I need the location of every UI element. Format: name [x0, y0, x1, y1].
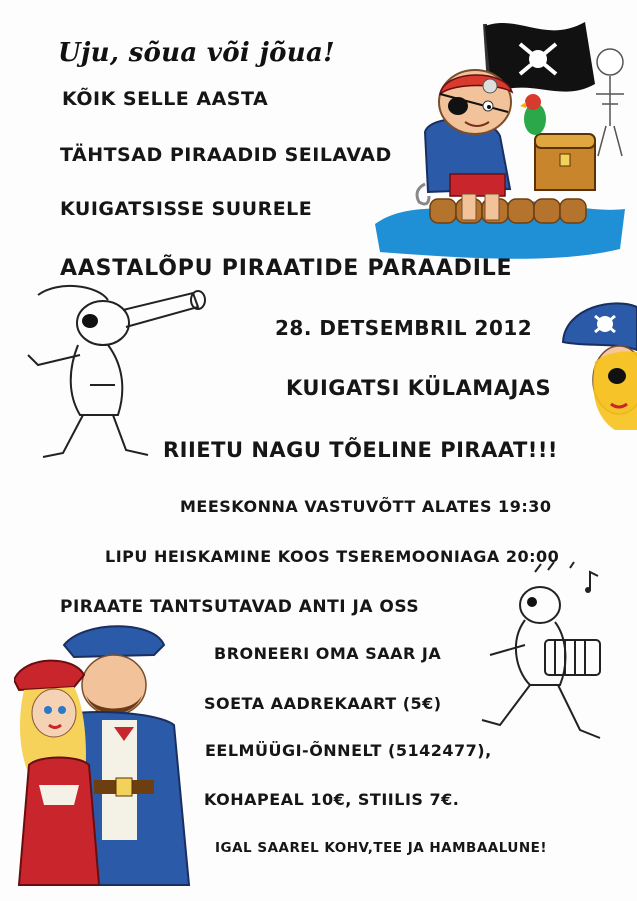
intro-line-1: KÕIK SELLE AASTA	[62, 88, 269, 110]
poster-title: Uju, sõua või jõua!	[58, 38, 335, 68]
music-info: PIRAATE TANTSUTAVAD ANTI JA OSS	[60, 597, 420, 617]
event-venue: KUIGATSI KÜLAMAJAS	[286, 376, 552, 400]
intro-line-3: KUIGATSISSE SUURELE	[60, 198, 313, 220]
event-date: 28. DETSEMBRIL 2012	[275, 316, 533, 340]
ticket-prices: KOHAPEAL 10€, STIILIS 7€.	[204, 790, 460, 809]
booking-line-2: SOETA AADREKAART (5€)	[204, 694, 442, 713]
intro-line-2: TÄHTSAD PIRAADID SEILAVAD	[60, 144, 392, 166]
dress-code: RIIETU NAGU TÕELINE PIRAAT!!!	[163, 438, 559, 462]
girl-pirate-illustration	[555, 292, 637, 432]
footer-note: IGAL SAAREL KOHV,TEE JA HAMBAALUNE!	[215, 840, 548, 856]
flag-ceremony-time: LIPU HEISKAMINE KOOS TSEREMOONIAGA 20:00	[105, 547, 560, 566]
booking-line-1: BRONEERI OMA SAAR JA	[214, 644, 442, 663]
booking-line-3: EELMÜÜGI-ÕNNELT (5142477),	[205, 741, 492, 760]
reception-time: MEESKONNA VASTUVÕTT ALATES 19:30	[180, 497, 552, 516]
pirate-couple-illustration	[14, 615, 199, 890]
pirate-raft-illustration	[370, 14, 632, 264]
event-headline: AASTALÕPU PIRAATIDE PARAADILE	[60, 256, 513, 281]
accordion-pirate-sketch	[470, 560, 630, 760]
